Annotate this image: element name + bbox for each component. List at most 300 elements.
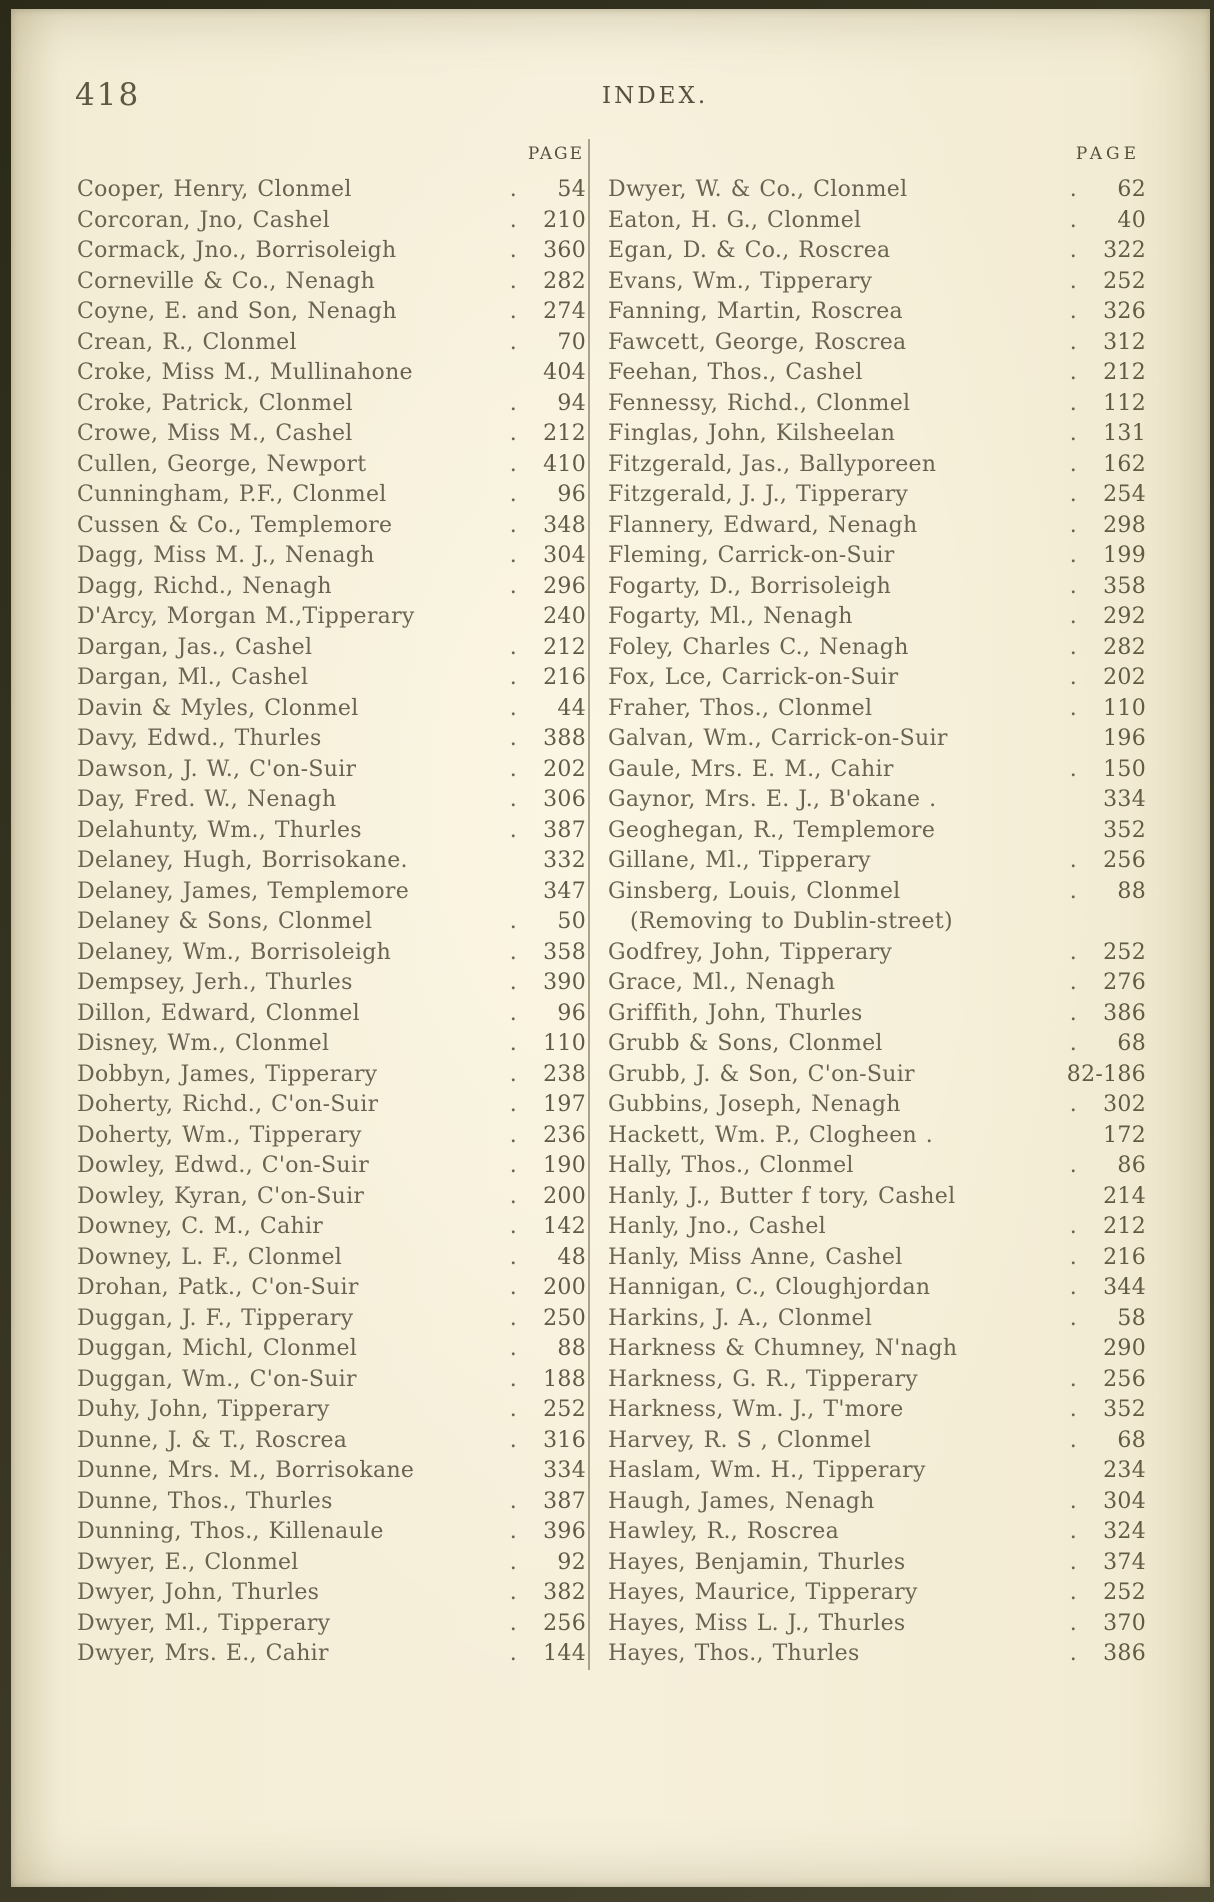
entry-dot-leader: .: [509, 329, 517, 355]
entry-dot-leader: .: [509, 1397, 517, 1422]
entry-name: Harkins, J. A., Clonmel: [608, 1305, 873, 1331]
index-entry: [77, 297, 586, 328]
entry-dot-leader: .: [1069, 604, 1077, 629]
entry-name: Evans, Wm., Tipperary: [608, 268, 873, 294]
book-page: [11, 9, 1210, 1887]
entry-page-number: 212: [543, 634, 586, 660]
entry-page-number: 334: [543, 1458, 586, 1483]
entry-name: Fitzgerald, Jas., Ballyporeen: [608, 451, 937, 477]
index-entry: [608, 1548, 1146, 1579]
entry-dot-leader: .: [509, 726, 517, 751]
entry-dot-leader: .: [509, 1366, 517, 1392]
entry-page-number: 68: [1117, 1427, 1146, 1453]
index-entry: [77, 572, 586, 603]
index-entry: [77, 938, 586, 969]
index-rows-left: [77, 175, 586, 1670]
entry-page-number: 199: [1103, 543, 1146, 568]
entry-name: Fitzgerald, J. J., Tipperary: [608, 482, 909, 507]
entry-name: Hally, Thos., Clonmel: [608, 1153, 854, 1178]
index-entry: [608, 267, 1146, 298]
entry-dot-leader: .: [1069, 1000, 1077, 1026]
folio-number: 418: [75, 77, 141, 113]
index-entry: [608, 389, 1146, 420]
entry-name: Dagg, Miss M. J., Nenagh: [77, 543, 375, 568]
entry-name: Dargan, Jas., Cashel: [77, 634, 313, 660]
entry-name: Grubb, J. & Son, C'on-Suir: [608, 1061, 915, 1087]
entry-dot-leader: .: [1069, 848, 1077, 873]
entry-page-number: 236: [543, 1122, 586, 1148]
entry-dot-leader: .: [509, 665, 517, 690]
entry-page-number: 88: [1117, 878, 1146, 904]
entry-page-number: 396: [543, 1519, 586, 1544]
entry-page-number: 352: [1103, 1397, 1146, 1422]
entry-page-number: 326: [1103, 299, 1146, 324]
entry-name: Day, Fred. W., Nenagh: [77, 787, 337, 812]
entry-name: Corcoran, Jno, Cashel: [77, 207, 330, 233]
entry-name: Dunning, Thos., Killenaule: [77, 1519, 384, 1544]
entry-name: Davin & Myles, Clonmel: [77, 695, 359, 721]
entry-dot-leader: .: [509, 756, 517, 782]
page-col-header-right: PAGE: [1075, 144, 1140, 164]
entry-page-number: 70: [557, 329, 586, 355]
index-entry: [608, 1456, 1146, 1487]
entry-dot-leader: .: [509, 1031, 517, 1056]
entry-name: Haslam, Wm. H., Tipperary: [608, 1458, 926, 1483]
index-entry: [608, 1487, 1146, 1518]
index-entry: [77, 1121, 586, 1152]
entry-page-number: 50: [557, 909, 586, 934]
entry-name: Dowley, Edwd., C'on-Suir: [77, 1153, 370, 1178]
entry-name: Delaney & Sons, Clonmel: [77, 909, 373, 934]
entry-page-number: 344: [1103, 1275, 1146, 1300]
entry-dot-leader: .: [509, 970, 517, 995]
entry-page-number: 54: [557, 177, 586, 202]
entry-dot-leader: .: [509, 177, 517, 202]
entry-dot-leader: .: [1069, 207, 1077, 233]
entry-name: Hayes, Benjamin, Thurles: [608, 1549, 906, 1575]
entry-page-number: 96: [557, 482, 586, 507]
index-entry: [77, 724, 586, 755]
entry-dot-leader: .: [509, 573, 517, 599]
entry-dot-leader: .: [1069, 512, 1077, 538]
entry-dot-leader: .: [509, 1519, 517, 1544]
entry-name: Cunningham, P.F., Clonmel: [77, 482, 387, 507]
entry-dot-leader: .: [509, 1305, 517, 1331]
index-entry: [77, 1029, 586, 1060]
entry-page-number: 200: [543, 1275, 586, 1300]
entry-page-number: 94: [557, 390, 586, 416]
index-entry: [608, 663, 1146, 694]
index-entry: [608, 480, 1146, 511]
entry-name: Fawcett, George, Roscrea: [608, 329, 907, 355]
entry-dot-leader: .: [509, 817, 517, 843]
entry-page-number: 382: [543, 1580, 586, 1605]
index-entry: [608, 419, 1146, 450]
index-entry: [77, 755, 586, 786]
index-entry: [77, 1151, 586, 1182]
entry-dot-leader: .: [1069, 1488, 1077, 1514]
index-entry: [77, 633, 586, 664]
entry-name: Duggan, Michl, Clonmel: [77, 1336, 358, 1361]
index-entry: [77, 328, 586, 359]
entry-dot-leader: .: [509, 451, 517, 477]
entry-dot-leader: .: [1069, 1153, 1077, 1178]
entry-name: Foley, Charles C., Nenagh: [608, 634, 909, 660]
index-entry: [77, 602, 586, 633]
entry-dot-leader: .: [1069, 1427, 1077, 1453]
entry-name: Gubbins, Joseph, Nenagh: [608, 1092, 901, 1117]
entry-name: Dobbyn, James, Tipperary: [77, 1061, 378, 1087]
entry-dot-leader: .: [1069, 482, 1077, 507]
entry-dot-leader: .: [1069, 1214, 1077, 1239]
index-entry: [77, 1090, 586, 1121]
entry-name: Fraher, Thos., Clonmel: [608, 695, 873, 721]
index-entry: [77, 1548, 586, 1579]
entry-page-number: 88: [557, 1336, 586, 1361]
index-column-right: [588, 139, 1146, 1670]
index-entry: [608, 358, 1146, 389]
entry-page-number: 306: [543, 787, 586, 812]
entry-dot-leader: .: [509, 909, 517, 934]
index-entry: [608, 1578, 1146, 1609]
entry-dot-leader: .: [1069, 1305, 1077, 1331]
entry-dot-leader: .: [509, 268, 517, 294]
entry-page-number: 150: [1103, 756, 1146, 782]
entry-name: Hayes, Miss L. J., Thurles: [608, 1610, 906, 1636]
entry-page-number: 374: [1103, 1549, 1146, 1575]
entry-name: Delaney, James, Templemore: [77, 878, 410, 904]
entry-name: Croke, Miss M., Mullinahone: [77, 360, 413, 385]
index-entry: [608, 1212, 1146, 1243]
entry-page-number: 82-186: [1066, 1061, 1146, 1087]
entry-name: Geoghegan, R., Templemore: [608, 817, 936, 843]
entry-page-number: 390: [543, 970, 586, 995]
index-entry: [77, 1365, 586, 1396]
entry-name: Downey, C. M., Cahir: [77, 1214, 324, 1239]
index-entry: [77, 999, 586, 1030]
entry-page-number: 256: [1103, 848, 1146, 873]
entry-name: Gaule, Mrs. E. M., Cahir: [608, 756, 894, 782]
entry-name: Hanly, J., Butter f tory, Cashel: [608, 1183, 956, 1209]
entry-name: Delahunty, Wm., Thurles: [77, 817, 362, 843]
entry-dot-leader: .: [509, 1092, 517, 1117]
index-entry: [77, 1609, 586, 1640]
entry-page-number: 110: [1103, 695, 1146, 721]
entry-page-number: 292: [1103, 604, 1146, 629]
index-entry: [608, 1639, 1146, 1670]
index-entry: [608, 1151, 1146, 1182]
entry-page-number: 172: [1103, 1122, 1146, 1148]
index-entry: [608, 846, 1146, 877]
entry-name: Dunne, J. & T., Roscrea: [77, 1427, 348, 1453]
entry-page-number: 58: [1117, 1305, 1146, 1331]
entry-page-number: 296: [543, 573, 586, 599]
index-rows-right: [608, 175, 1146, 1670]
entry-name: Dwyer, Mrs. E., Cahir: [77, 1641, 329, 1666]
entry-name: Flannery, Edward, Nenagh: [608, 512, 918, 538]
entry-page-number: 196: [1103, 726, 1146, 751]
entry-name: Downey, L. F., Clonmel: [77, 1244, 343, 1270]
index-entry: [77, 450, 586, 481]
index-entry: [77, 968, 586, 999]
entry-dot-leader: .: [1069, 1610, 1077, 1636]
entry-name: Dawson, J. W., C'on-Suir: [77, 756, 357, 782]
index-entry: [77, 1456, 586, 1487]
entry-page-number: 197: [543, 1092, 586, 1117]
entry-page-number: 387: [543, 817, 586, 843]
entry-name: Dagg, Richd., Nenagh: [77, 573, 332, 599]
entry-name: Davy, Edwd., Thurles: [77, 726, 322, 751]
entry-page-number: 282: [543, 268, 586, 294]
index-entry: [608, 602, 1146, 633]
entry-dot-leader: .: [509, 1580, 517, 1605]
entry-page-number: 316: [543, 1427, 586, 1453]
entry-name: Hannigan, C., Cloughjordan: [608, 1275, 931, 1300]
entry-dot-leader: .: [1069, 1031, 1077, 1056]
entry-page-number: 252: [1103, 268, 1146, 294]
entry-page-number: 322: [1103, 238, 1146, 263]
entry-name: Galvan, Wm., Carrick-on-Suir: [608, 726, 948, 751]
entry-name: Crowe, Miss M., Cashel: [77, 421, 353, 446]
entry-page-number: 324: [1103, 1519, 1146, 1544]
entry-dot-leader: .: [509, 1000, 517, 1026]
entry-name: Cullen, George, Newport: [77, 451, 367, 477]
index-entry: [608, 450, 1146, 481]
entry-dot-leader: .: [1069, 543, 1077, 568]
entry-name: Drohan, Patk., C'on-Suir: [77, 1275, 359, 1300]
entry-name: (Removing to Dublin-street): [630, 909, 953, 934]
entry-dot-leader: .: [1069, 878, 1077, 904]
entry-page-number: 254: [1103, 482, 1146, 507]
index-entry: [608, 1365, 1146, 1396]
entry-dot-leader: .: [509, 1549, 517, 1575]
entry-page-number: 256: [543, 1610, 586, 1636]
entry-page-number: 212: [543, 421, 586, 446]
entry-page-number: 304: [543, 543, 586, 568]
entry-dot-leader: .: [509, 543, 517, 568]
entry-page-number: 256: [1103, 1366, 1146, 1392]
index-entry: [77, 1212, 586, 1243]
entry-dot-leader: .: [509, 1183, 517, 1209]
entry-dot-leader: .: [509, 1275, 517, 1300]
entry-name: Dempsey, Jerh., Thurles: [77, 970, 353, 995]
index-entry: [77, 907, 586, 938]
entry-page-number: 40: [1117, 207, 1146, 233]
entry-dot-leader: .: [1069, 665, 1077, 690]
entry-page-number: 188: [543, 1366, 586, 1392]
index-entry: [608, 1029, 1146, 1060]
entry-page-number: 48: [557, 1244, 586, 1270]
entry-name: Fennessy, Richd., Clonmel: [608, 390, 911, 416]
index-entry: [77, 358, 586, 389]
index-entry: [608, 907, 1146, 938]
index-entry: [77, 480, 586, 511]
index-entry: [608, 1090, 1146, 1121]
entry-dot-leader: .: [509, 1214, 517, 1239]
entry-name: Hawley, R., Roscrea: [608, 1519, 839, 1544]
entry-page-number: 96: [557, 1000, 586, 1026]
entry-name: Doherty, Richd., C'on-Suir: [77, 1092, 379, 1117]
entry-page-number: 312: [1103, 329, 1146, 355]
entry-name: Duggan, J. F., Tipperary: [77, 1305, 354, 1331]
index-entry: [77, 877, 586, 908]
index-entry: [77, 1060, 586, 1091]
entry-page-number: 216: [543, 665, 586, 690]
entry-name: Disney, Wm., Clonmel: [77, 1031, 330, 1056]
index-entry: [608, 755, 1146, 786]
index-entry: [77, 1182, 586, 1213]
entry-page-number: 142: [543, 1214, 586, 1239]
entry-dot-leader: .: [1069, 1397, 1077, 1422]
index-entry: [608, 236, 1146, 267]
index-entry: [77, 1426, 586, 1457]
index-entry: [608, 175, 1146, 206]
entry-name: Cooper, Henry, Clonmel: [77, 177, 352, 202]
entry-dot-leader: .: [1069, 695, 1077, 721]
entry-dot-leader: .: [509, 207, 517, 233]
entry-page-number: 370: [1103, 1610, 1146, 1636]
entry-name: Dwyer, John, Thurles: [77, 1580, 320, 1605]
index-entry: [77, 1487, 586, 1518]
entry-dot-leader: .: [1069, 1580, 1077, 1605]
entry-page-number: 276: [1103, 970, 1146, 995]
entry-dot-leader: .: [1069, 1549, 1077, 1575]
entry-name: D'Arcy, Morgan M.,Tipperary: [77, 604, 415, 629]
entry-name: Fleming, Carrick-on-Suir: [608, 543, 895, 568]
entry-name: Hanly, Jno., Cashel: [608, 1214, 826, 1239]
entry-name: Croke, Patrick, Clonmel: [77, 390, 353, 416]
entry-page-number: 274: [543, 299, 586, 324]
index-entry: [608, 968, 1146, 999]
entry-name: Harkness & Chumney, N'nagh: [608, 1336, 958, 1361]
index-columns: [77, 139, 1146, 1887]
entry-page-number: 358: [1103, 573, 1146, 599]
entry-page-number: 302: [1103, 1092, 1146, 1117]
entry-dot-leader: .: [1069, 939, 1077, 965]
index-entry: [608, 206, 1146, 237]
entry-name: Cormack, Jno., Borrisoleigh: [77, 238, 397, 263]
entry-dot-leader: .: [1069, 756, 1077, 782]
index-entry: [608, 1609, 1146, 1640]
entry-page-number: 112: [1103, 390, 1146, 416]
entry-page-number: 202: [543, 756, 586, 782]
entry-dot-leader: .: [509, 421, 517, 446]
entry-dot-leader: .: [509, 1610, 517, 1636]
entry-dot-leader: .: [509, 390, 517, 416]
entry-name: Grace, Ml., Nenagh: [608, 970, 836, 995]
entry-name: Duhy, John, Tipperary: [77, 1397, 330, 1422]
entry-page-number: 347: [543, 878, 586, 904]
entry-name: Haugh, James, Nenagh: [608, 1488, 875, 1514]
entry-dot-leader: .: [509, 1336, 517, 1361]
entry-dot-leader: .: [1069, 177, 1077, 202]
index-entry: [77, 694, 586, 725]
entry-page-number: 332: [543, 848, 586, 873]
entry-dot-leader: .: [509, 238, 517, 263]
index-entry: [608, 1304, 1146, 1335]
entry-page-number: 86: [1117, 1153, 1146, 1178]
entry-dot-leader: .: [1069, 299, 1077, 324]
entry-name: Dwyer, W. & Co., Clonmel: [608, 177, 908, 202]
entry-dot-leader: .: [509, 634, 517, 660]
entry-page-number: 388: [543, 726, 586, 751]
index-entry: [77, 816, 586, 847]
index-entry: [77, 1578, 586, 1609]
entry-page-number: 358: [543, 939, 586, 965]
entry-name: Hayes, Thos., Thurles: [608, 1641, 860, 1666]
entry-name: Feehan, Thos., Cashel: [608, 360, 863, 385]
entry-page-number: 282: [1103, 634, 1146, 660]
entry-name: Doherty, Wm., Tipperary: [77, 1122, 362, 1148]
entry-page-number: 238: [543, 1061, 586, 1087]
index-entry: [77, 267, 586, 298]
page-title: INDEX.: [602, 83, 709, 109]
entry-dot-leader: .: [1069, 1641, 1077, 1666]
entry-dot-leader: .: [509, 299, 517, 324]
entry-dot-leader: .: [509, 1122, 517, 1148]
entry-name: Griffith, John, Thurles: [608, 1000, 863, 1026]
entry-name: Dunne, Thos., Thurles: [77, 1488, 333, 1514]
index-entry: [608, 328, 1146, 359]
entry-page-number: 348: [543, 512, 586, 538]
index-entry: [77, 1517, 586, 1548]
entry-name: Harkness, G. R., Tipperary: [608, 1366, 918, 1392]
entry-page-number: 214: [1103, 1183, 1146, 1209]
index-entry: [77, 1395, 586, 1426]
entry-name: Corneville & Co., Nenagh: [77, 268, 376, 294]
entry-name: Finglas, John, Kilsheelan: [608, 421, 896, 446]
index-entry: [77, 389, 586, 420]
entry-dot-leader: .: [1069, 360, 1077, 385]
entry-page-number: 252: [1103, 1580, 1146, 1605]
entry-dot-leader: .: [1069, 1244, 1077, 1270]
entry-dot-leader: .: [1069, 970, 1077, 995]
index-entry: [608, 1395, 1146, 1426]
entry-name: Grubb & Sons, Clonmel: [608, 1031, 883, 1056]
entry-dot-leader: .: [509, 939, 517, 965]
index-entry: [77, 1243, 586, 1274]
entry-page-number: 386: [1103, 1641, 1146, 1666]
index-entry: [608, 938, 1146, 969]
index-entry: [608, 541, 1146, 572]
entry-name: Gaynor, Mrs. E. J., B'okane .: [608, 787, 937, 812]
index-column-left: [77, 139, 586, 1670]
entry-name: Hackett, Wm. P., Clogheen .: [608, 1122, 934, 1148]
entry-name: Dillon, Edward, Clonmel: [77, 1000, 360, 1026]
entry-dot-leader: .: [1069, 390, 1077, 416]
entry-page-number: 404: [543, 360, 586, 385]
index-entry: [77, 1304, 586, 1335]
entry-page-number: 162: [1103, 451, 1146, 477]
index-entry: [608, 297, 1146, 328]
entry-name: Harkness, Wm. J., T'more: [608, 1397, 904, 1422]
entry-page-number: 334: [1103, 787, 1146, 812]
index-entry: [608, 1121, 1146, 1152]
entry-name: Delaney, Wm., Borrisoleigh: [77, 939, 392, 965]
entry-page-number: 200: [543, 1183, 586, 1209]
entry-name: Fogarty, D., Borrisoleigh: [608, 573, 892, 599]
entry-dot-leader: .: [1069, 1275, 1077, 1300]
entry-name: Fox, Lce, Carrick-on-Suir: [608, 665, 899, 690]
entry-page-number: 92: [557, 1549, 586, 1575]
entry-name: Dwyer, Ml., Tipperary: [77, 1610, 331, 1636]
entry-dot-leader: .: [509, 695, 517, 721]
entry-dot-leader: .: [1069, 634, 1077, 660]
entry-dot-leader: .: [1069, 573, 1077, 599]
index-entry: [608, 724, 1146, 755]
index-entry: [608, 694, 1146, 725]
entry-page-number: 190: [543, 1153, 586, 1178]
